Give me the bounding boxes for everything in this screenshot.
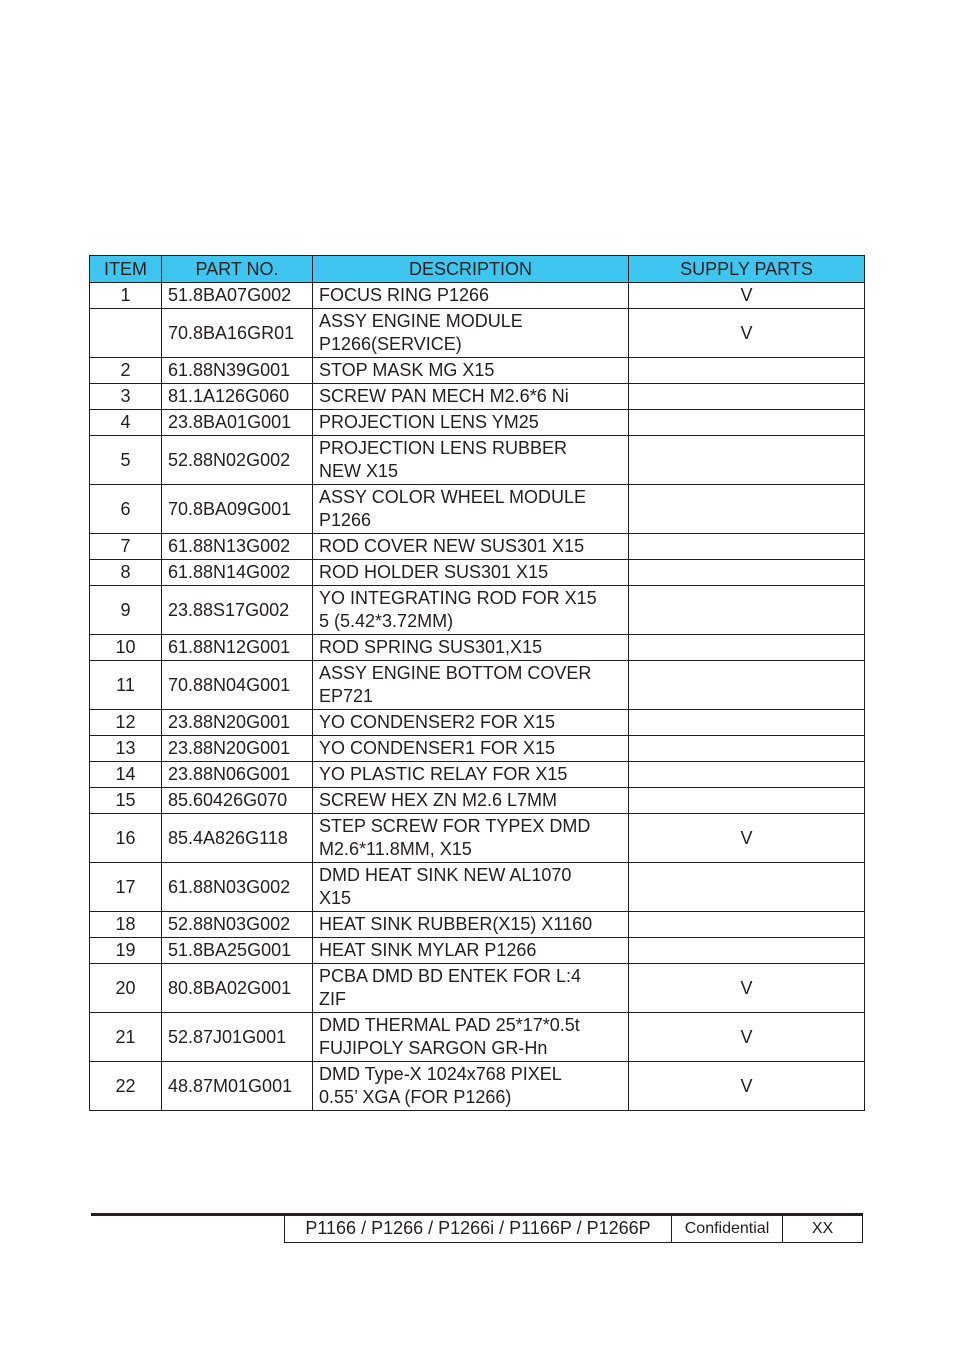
cell-description: ASSY COLOR WHEEL MODULE P1266 xyxy=(313,485,629,534)
cell-item: 3 xyxy=(90,384,162,410)
cell-part-no: 80.8BA02G001 xyxy=(162,964,313,1013)
table-row xyxy=(90,586,865,635)
footer-model-list: P1166 / P1266 / P1266i / P1166P / P1266P xyxy=(285,1215,672,1242)
table-row xyxy=(90,762,865,788)
cell-part-no: 23.8BA01G001 xyxy=(162,410,313,436)
cell-supply-parts: V xyxy=(629,964,865,1013)
table-row xyxy=(90,814,865,863)
header-supply-parts: SUPPLY PARTS xyxy=(629,256,865,283)
cell-description: YO INTEGRATING ROD FOR X15 5 (5.42*3.72MM) xyxy=(313,586,629,635)
cell-supply-parts xyxy=(629,710,865,736)
cell-part-no: 70.8BA09G001 xyxy=(162,485,313,534)
cell-item: 12 xyxy=(90,710,162,736)
table-row xyxy=(90,635,865,661)
cell-supply-parts xyxy=(629,534,865,560)
cell-description: YO PLASTIC RELAY FOR X15 xyxy=(313,762,629,788)
cell-supply-parts xyxy=(629,358,865,384)
table-row xyxy=(90,964,865,1013)
cell-part-no: 51.8BA07G002 xyxy=(162,283,313,309)
table-row xyxy=(90,534,865,560)
footer-page-number: XX xyxy=(811,1219,834,1237)
cell-supply-parts xyxy=(629,485,865,534)
cell-part-no: 52.87J01G001 xyxy=(162,1013,313,1062)
cell-supply-parts xyxy=(629,788,865,814)
table-row xyxy=(90,938,865,964)
table-row xyxy=(90,1062,865,1111)
parts-list-table xyxy=(89,255,865,1111)
cell-item: 6 xyxy=(90,485,162,534)
cell-supply-parts: V xyxy=(629,309,865,358)
table-row xyxy=(90,309,865,358)
table-row xyxy=(90,661,865,710)
footer xyxy=(284,1215,863,1243)
cell-description: PROJECTION LENS YM25 xyxy=(313,410,629,436)
cell-supply-parts: V xyxy=(629,1013,865,1062)
cell-supply-parts xyxy=(629,384,865,410)
cell-description: SCREW HEX ZN M2.6 L7MM xyxy=(313,788,629,814)
cell-description: HEAT SINK RUBBER(X15) X1160 xyxy=(313,912,629,938)
cell-part-no: 61.88N14G002 xyxy=(162,560,313,586)
table-row xyxy=(90,1013,865,1062)
cell-item: 21 xyxy=(90,1013,162,1062)
cell-part-no: 52.88N03G002 xyxy=(162,912,313,938)
cell-item: 5 xyxy=(90,436,162,485)
table-row xyxy=(90,485,865,534)
cell-supply-parts xyxy=(629,762,865,788)
cell-item: 4 xyxy=(90,410,162,436)
cell-item: 20 xyxy=(90,964,162,1013)
cell-supply-parts xyxy=(629,560,865,586)
cell-supply-parts xyxy=(629,586,865,635)
cell-item: 11 xyxy=(90,661,162,710)
table-row xyxy=(90,710,865,736)
cell-description: DMD Type-X 1024x768 PIXEL 0.55’ XGA (FOR P1266) xyxy=(313,1062,629,1111)
table-row xyxy=(90,384,865,410)
cell-description: ASSY ENGINE MODULE P1266(SERVICE) xyxy=(313,309,629,358)
cell-description: FOCUS RING P1266 xyxy=(313,283,629,309)
table-row xyxy=(90,560,865,586)
cell-item xyxy=(90,309,162,358)
cell-description: PROJECTION LENS RUBBER NEW X15 xyxy=(313,436,629,485)
cell-part-no: 85.4A826G118 xyxy=(162,814,313,863)
footer-confidential-label: Confidential xyxy=(672,1215,783,1242)
cell-part-no: 23.88N20G001 xyxy=(162,710,313,736)
cell-part-no: 23.88N06G001 xyxy=(162,762,313,788)
cell-description: DMD THERMAL PAD 25*17*0.5t FUJIPOLY SARGON GR-Hn xyxy=(313,1013,629,1062)
cell-item: 22 xyxy=(90,1062,162,1111)
cell-item: 10 xyxy=(90,635,162,661)
cell-item: 16 xyxy=(90,814,162,863)
cell-part-no: 61.88N39G001 xyxy=(162,358,313,384)
cell-supply-parts: V xyxy=(629,814,865,863)
cell-item: 13 xyxy=(90,736,162,762)
cell-description: ROD HOLDER SUS301 X15 xyxy=(313,560,629,586)
cell-description: DMD HEAT SINK NEW AL1070 X15 xyxy=(313,863,629,912)
cell-item: 7 xyxy=(90,534,162,560)
table-header-row xyxy=(90,256,865,283)
cell-item: 1 xyxy=(90,283,162,309)
header-item: ITEM xyxy=(90,256,162,283)
cell-part-no: 61.88N03G002 xyxy=(162,863,313,912)
cell-supply-parts: V xyxy=(629,1062,865,1111)
cell-item: 9 xyxy=(90,586,162,635)
cell-item: 17 xyxy=(90,863,162,912)
cell-part-no: 61.88N13G002 xyxy=(162,534,313,560)
table-row xyxy=(90,736,865,762)
cell-supply-parts xyxy=(629,863,865,912)
cell-part-no: 61.88N12G001 xyxy=(162,635,313,661)
table-row xyxy=(90,358,865,384)
cell-part-no: 51.8BA25G001 xyxy=(162,938,313,964)
cell-item: 8 xyxy=(90,560,162,586)
cell-part-no: 23.88N20G001 xyxy=(162,736,313,762)
cell-description: STEP SCREW FOR TYPEX DMD M2.6*11.8MM, X15 xyxy=(313,814,629,863)
cell-supply-parts xyxy=(629,661,865,710)
cell-description: STOP MASK MG X15 xyxy=(313,358,629,384)
table-row xyxy=(90,410,865,436)
cell-description: ROD SPRING SUS301,X15 xyxy=(313,635,629,661)
table-row xyxy=(90,912,865,938)
cell-part-no: 85.60426G070 xyxy=(162,788,313,814)
cell-supply-parts: V xyxy=(629,283,865,309)
header-part-no: PART NO. xyxy=(162,256,313,283)
cell-item: 14 xyxy=(90,762,162,788)
cell-description: PCBA DMD BD ENTEK FOR L:4 ZIF xyxy=(313,964,629,1013)
cell-part-no: 81.1A126G060 xyxy=(162,384,313,410)
cell-part-no: 52.88N02G002 xyxy=(162,436,313,485)
cell-item: 19 xyxy=(90,938,162,964)
table-row xyxy=(90,283,865,309)
cell-description: SCREW PAN MECH M2.6*6 Ni xyxy=(313,384,629,410)
table-body xyxy=(90,283,865,1111)
cell-supply-parts xyxy=(629,436,865,485)
cell-description: HEAT SINK MYLAR P1266 xyxy=(313,938,629,964)
table-row xyxy=(90,863,865,912)
table-row xyxy=(90,788,865,814)
cell-item: 15 xyxy=(90,788,162,814)
cell-part-no: 48.87M01G001 xyxy=(162,1062,313,1111)
cell-part-no: 70.88N04G001 xyxy=(162,661,313,710)
cell-supply-parts xyxy=(629,912,865,938)
cell-part-no: 70.8BA16GR01 xyxy=(162,309,313,358)
cell-description: ROD COVER NEW SUS301 X15 xyxy=(313,534,629,560)
cell-supply-parts xyxy=(629,410,865,436)
cell-description: ASSY ENGINE BOTTOM COVER EP721 xyxy=(313,661,629,710)
cell-item: 2 xyxy=(90,358,162,384)
cell-description: YO CONDENSER2 FOR X15 xyxy=(313,710,629,736)
cell-description: YO CONDENSER1 FOR X15 xyxy=(313,736,629,762)
cell-supply-parts xyxy=(629,736,865,762)
header-description: DESCRIPTION xyxy=(313,256,629,283)
cell-item: 18 xyxy=(90,912,162,938)
table-row xyxy=(90,436,865,485)
cell-supply-parts xyxy=(629,635,865,661)
cell-supply-parts xyxy=(629,938,865,964)
cell-part-no: 23.88S17G002 xyxy=(162,586,313,635)
